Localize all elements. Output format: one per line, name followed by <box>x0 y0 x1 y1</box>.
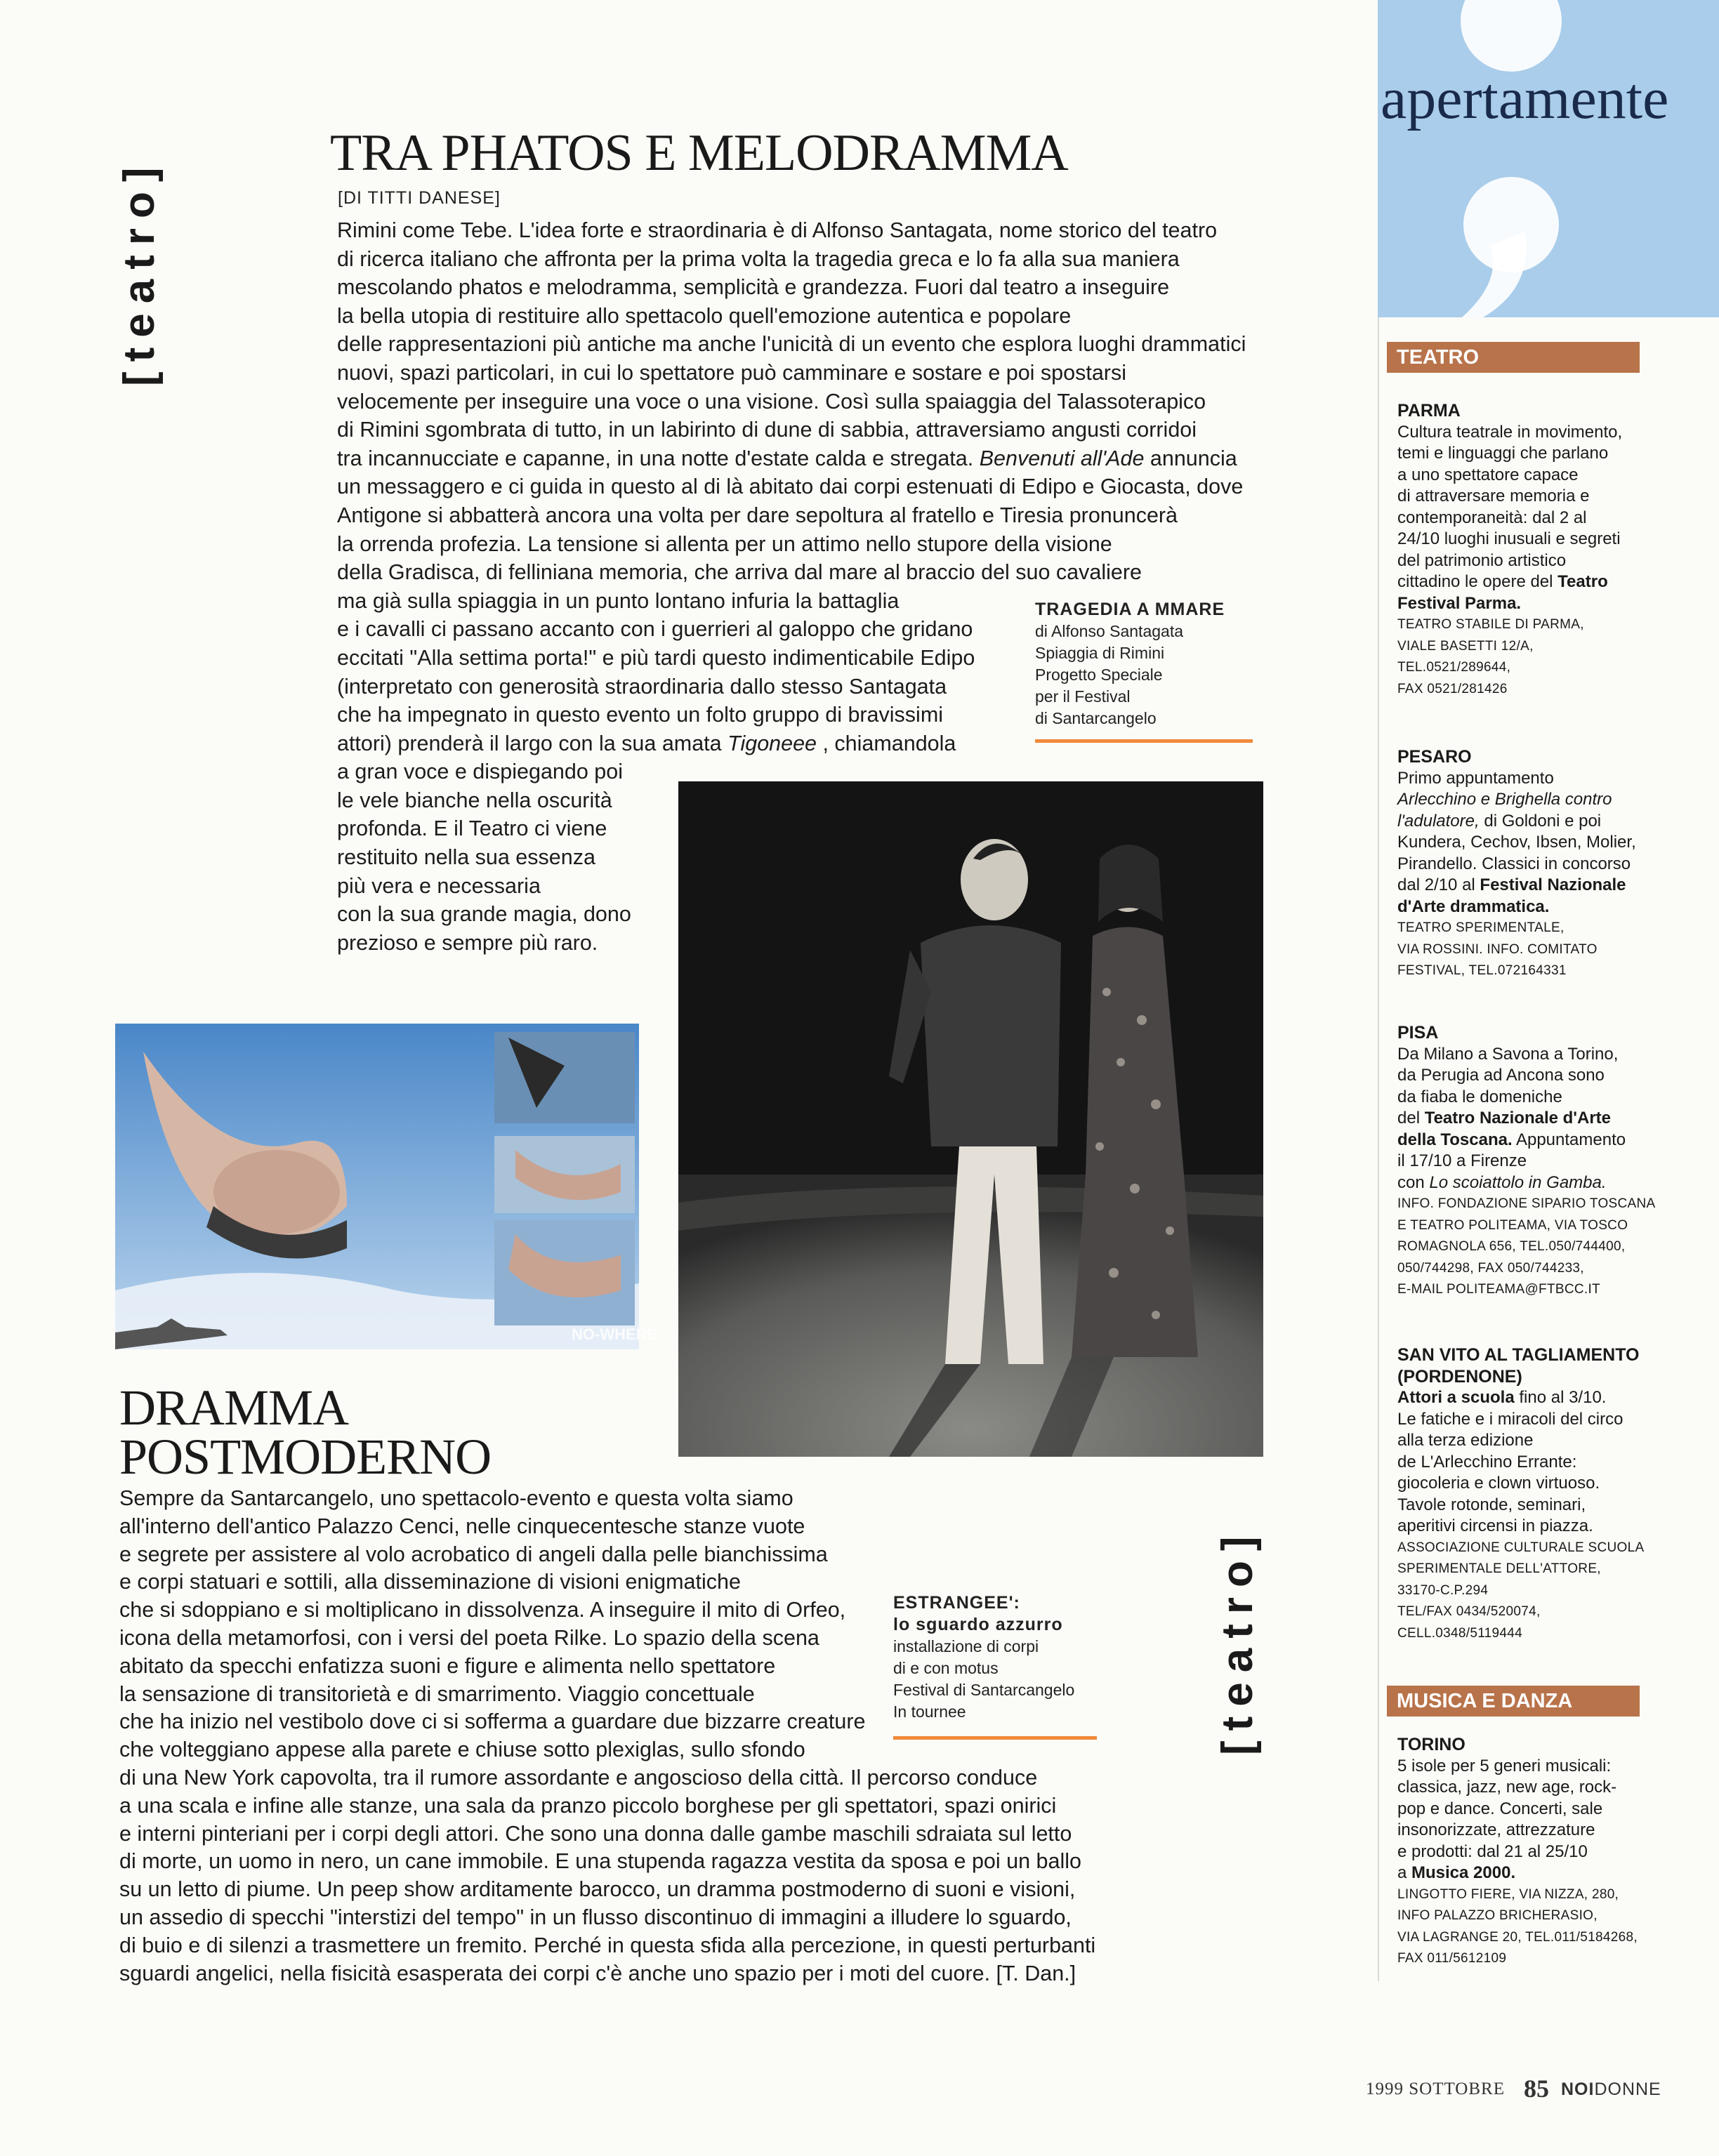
body-line: Rimini come Tebe. L'idea forte e straordinaria è di Alfonso Santagata, nome storico del teatro <box>337 218 1218 242</box>
body-line: ma già sulla spiaggia in un punto lontano infuria la battaglia <box>337 588 900 613</box>
body-line: a una scala e infine alle stanze, una sala da pranzo piccolo borghese per gli spettatori, spazi onirici <box>119 1793 1057 1818</box>
listing-san-vito: SAN VITO AL TAGLIAMENTO (PORDENONE) Attori a scuola fino al 3/10. Le fatiche e i miracoli del circo alla terza edizione de L'Arlecchino Errante: giocoleria e clown virtuoso. Tavole rotonde, seminari, aperitivi circensi in piazza. ASSOCIAZIONE CULTURALE SCUOLA SPERIMENTALE DELL'ATTORE, 33170-C.P.294 TEL/FAX 0434/520074, CELL.0348/5119444 <box>1397 1344 1657 1644</box>
brand-wordmark <box>1381 65 1668 133</box>
body-line: su un letto di piume. Un peep show arditamente barocco, un dramma postmoderno di suoni e visioni, <box>119 1877 1076 1902</box>
sidebar-header-teatro: TEATRO <box>1387 342 1640 373</box>
article2-title-line2: POSTMODERNO <box>119 1429 492 1485</box>
photo-graphic <box>678 781 1263 1457</box>
body-line: e segrete per assistere al volo acrobatico di angeli dalla pelle bianchissima <box>119 1542 828 1566</box>
body-line: di una New York capovolta, tra il rumore assordante e angoscioso della città. Il percorso conduce <box>119 1765 1038 1790</box>
beach-night-photo <box>678 781 1263 1457</box>
body-line: che si sdoppiano e si moltiplicano in dissolvenza. A inseguire il mito di Orfeo, <box>119 1598 846 1622</box>
page-number: 85 <box>1524 2075 1549 2103</box>
caption-line: di Alfonso Santagata <box>1035 622 1183 640</box>
body-line: le vele bianche nella oscurità <box>337 788 612 812</box>
body-line: che ha inizio nel vestibolo dove ci si sofferma a guardare due bizzarre creature <box>119 1709 866 1734</box>
brand-block <box>1378 0 1719 317</box>
body-line: e i cavalli ci passano accanto con i guerrieri al galoppo che gridano <box>337 617 973 642</box>
body-line: sguardi angelici, nella fisicità esasperata dei corpi c'è anche uno spazio per i moti del cuore. [T. Dan.] <box>119 1961 1076 1985</box>
section-tag-bottom: [teatro] <box>1213 1526 1262 1755</box>
caption-title: TRAGEDIA A MMARE <box>1035 600 1225 619</box>
body-line: prezioso e sempre più raro. <box>337 930 598 955</box>
caption-line: Festival di Santarcangelo <box>893 1681 1075 1699</box>
body-line: della Gradisca, di felliniana memoria, che arriva dal mare al braccio del suo cavaliere <box>337 560 1142 585</box>
article2-title <box>119 1380 492 1485</box>
magazine-name-noi: NOI <box>1561 2079 1595 2099</box>
caption-line: Progetto Speciale <box>1035 666 1163 684</box>
listing-pesaro: PESARO Primo appuntamento Arlecchino e Brighella contro l'adulatore, di Goldoni e poi Kundera, Cechov, Ibsen, Molier, Pirandello. Classici in concorso dal 2/10 al Festival Nazionale d'Arte drammatica. TEATRO SPERIMENTALE, VIA ROSSINI. INFO. COMITATO FESTIVAL, TEL.072164331 <box>1397 746 1657 982</box>
collage-caption: NO-WHERE <box>572 1325 658 1343</box>
body-line: tra incannucciate e capanne, in una notte d'estate calda e stregata. Benvenuti all'Ade annuncia <box>337 446 1237 470</box>
caption-line: installazione di corpi <box>893 1637 1039 1655</box>
body-line: con la sua grande magia, dono <box>337 902 631 927</box>
body-line: eccitati "Alla settima porta!" e più tardi questo indimenticabile Edipo <box>337 645 975 670</box>
body-line: di ricerca italiano che affronta per la prima volta la tragedia greca e lo fa alla sua maniera <box>337 246 1180 271</box>
body-line: profonda. E il Teatro ci viene <box>337 816 607 841</box>
body-line: di Rimini sgombrata di tutto, in un labirinto di dune di sabbia, attraversiamo angusti corridoi <box>337 418 1197 442</box>
body-line: restituito nella sua essenza <box>337 845 595 870</box>
body-line: un assedio di specchi "interstizi del tempo" in un flusso discontinuo di immagini a illudere lo sguardo, <box>119 1905 1072 1929</box>
listing-city: SAN VITO AL TAGLIAMENTO <box>1397 1345 1640 1365</box>
listing-city: TORINO <box>1397 1735 1466 1754</box>
semicolon-logo-graphic <box>1378 0 1719 317</box>
brand-wordmark-text: apertamente <box>1381 66 1669 131</box>
collage-graphic <box>115 1024 658 1349</box>
article1-byline: [DI TITTI DANESE] <box>338 188 501 208</box>
body-line: icona della metamorfosi, con i versi del poeta Rilke. Lo spazio della scena <box>119 1625 819 1650</box>
caption-line: di e con motus <box>893 1659 999 1677</box>
caption-line: di Santarcangelo <box>1035 709 1157 727</box>
listing-city-province: (PORDENONE) <box>1397 1366 1522 1387</box>
body-line: abitato da specchi enfatizza suoni e figure e alimenta nello spettatore <box>119 1653 776 1678</box>
body-line: di morte, un uomo in nero, un cane immobile. E una stupenda ragazza vestita da sposa e poi un ballo <box>119 1849 1081 1874</box>
magazine-name <box>1561 2079 1661 2100</box>
body-line: (interpretato con generosità straordinaria dallo stesso Santagata <box>337 674 947 699</box>
body-line: un messaggero e ci guida in questo al di là abitato dai corpi estenuati di Edipo e Giocasta, dove <box>337 475 1244 499</box>
article1-title: TRA PHATOS E MELODRAMMA <box>330 124 1068 182</box>
body-line: mescolando phatos e melodramma, semplicità e grandezza. Fuori dal teatro a inseguire <box>337 275 1170 300</box>
caption-title: ESTRANGEE': <box>893 1593 1020 1613</box>
caption-estrangee <box>893 1592 1074 1723</box>
listing-torino: TORINO 5 isole per 5 generi musicali: classica, jazz, new age, rock- pop e dance. Concerti, sale insonorizzate, attrezzature e prodotti: dal 21 al 25/10 a Musica 2000. LINGOTTO FIERE, VIA NIZZA, 280, INFO PALAZZO BRICHERASIO, VIA LAGRANGE 20, TEL.011/5184268, FAX 011/5612109 <box>1397 1734 1657 1970</box>
caption-line: Spiaggia di Rimini <box>1035 644 1165 662</box>
body-line: delle rappresentazioni più antiche ma anche l'unicità di un evento che esplora luoghi drammatici <box>337 332 1246 357</box>
caption-divider <box>1035 739 1253 743</box>
angel-collage-image <box>115 1024 658 1349</box>
body-line: all'interno dell'antico Palazzo Cenci, nelle cinquecentesche stanze vuote <box>119 1514 805 1538</box>
caption-line: per il Festival <box>1035 687 1131 706</box>
caption-subtitle: lo sguardo azzurro <box>893 1615 1063 1634</box>
listing-parma: PARMA Cultura teatrale in movimento, temi e linguaggi che parlano a uno spettatore capace di attraversare memoria e contemporaneità: dal 2 al 24/10 luoghi inusuali e segreti del patrimonio artistico cittadino le opere del Teatro Festival Parma. TEATRO STABILE DI PARMA, VIALE BASETTI 12/A, TEL.0521/289644, FAX 0521/281426 <box>1397 400 1657 700</box>
body-line: la bella utopia di restituire allo spettacolo quell'emozione autentica e popolare <box>337 303 1072 328</box>
body-line: di buio e di silenzi a trasmettere un fremito. Perché in questa sfida alla percezione, in questi perturbanti <box>119 1933 1096 1957</box>
italic-title-ade: Benvenuti all'Ade <box>979 446 1145 470</box>
body-line: più vera e necessaria <box>337 873 541 898</box>
body-line: e interni pinteriani per i corpi degli attori. Che sono una donna dalle gambe maschili sdraiata sul letto <box>119 1821 1072 1846</box>
caption-line: In tournee <box>893 1702 966 1721</box>
body-line: la orrenda profezia. La tensione si allenta per un attimo nello stupore della visione <box>337 531 1112 556</box>
sidebar-rule <box>1378 317 1379 1981</box>
body-line: Sempre da Santarcangelo, uno spettacolo-evento e questa volta siamo <box>119 1486 793 1510</box>
listing-pisa: PISA Da Milano a Savona a Torino, da Perugia ad Ancona sono da fiaba le domeniche del Teatro Nazionale d'Arte della Toscana. Appuntamento il 17/10 a Firenze con Lo scoiattolo in Gamba. INFO. FONDAZIONE SIPARIO TOSCANA E TEATRO POLITEAMA, VIA TOSCO ROMAGNOLA 656, TEL.050/744400, 050/744298, FAX 050/744233, E-MAIL POLITEAMA@FTBCC.IT <box>1397 1022 1657 1301</box>
body-line: che volteggiano appese alla parete e chiuse sotto plexiglas, sullo sfondo <box>119 1738 805 1762</box>
section-tag-top: [teatro] <box>115 157 164 386</box>
article2-title-line1: DRAMMA <box>119 1380 349 1436</box>
italic-title-tigoneee: Tigoneee <box>727 731 817 755</box>
body-line: a gran voce e dispiegando poi <box>337 760 623 784</box>
caption-tragedia <box>1035 599 1225 729</box>
body-line: velocemente per inseguire una voce o una visione. Così sulla spaiaggia del Talassoterapico <box>337 389 1206 414</box>
footer-date: 1999 SOTTOBRE <box>1366 2079 1505 2098</box>
body-line: che ha impegnato in questo evento un folto gruppo di bravissimi <box>337 703 944 727</box>
sidebar-header-musica-danza: MUSICA E DANZA <box>1387 1686 1640 1717</box>
body-line: Antigone si abbatterà ancora una volta per dare sepoltura al fratello e Tiresia pronuncerà <box>337 503 1178 527</box>
body-line: attori) prenderà il largo con la sua amata Tigoneee , chiamandola <box>337 731 956 755</box>
listing-city: PISA <box>1397 1023 1439 1043</box>
body-line: nuovi, spazi particolari, in cui lo spettatore può camminare e sostare e poi spostarsi <box>337 360 1126 385</box>
magazine-name-donne: DONNE <box>1594 2079 1661 2099</box>
listing-city: PARMA <box>1397 401 1461 421</box>
body-line: e corpi statuari e sottili, alla disseminazione di visioni enigmatiche <box>119 1570 741 1594</box>
body-line: la sensazione di transitorietà e di smarrimento. Viaggio concettuale <box>119 1681 755 1706</box>
listing-city: PESARO <box>1397 747 1472 767</box>
caption-divider <box>893 1736 1097 1740</box>
